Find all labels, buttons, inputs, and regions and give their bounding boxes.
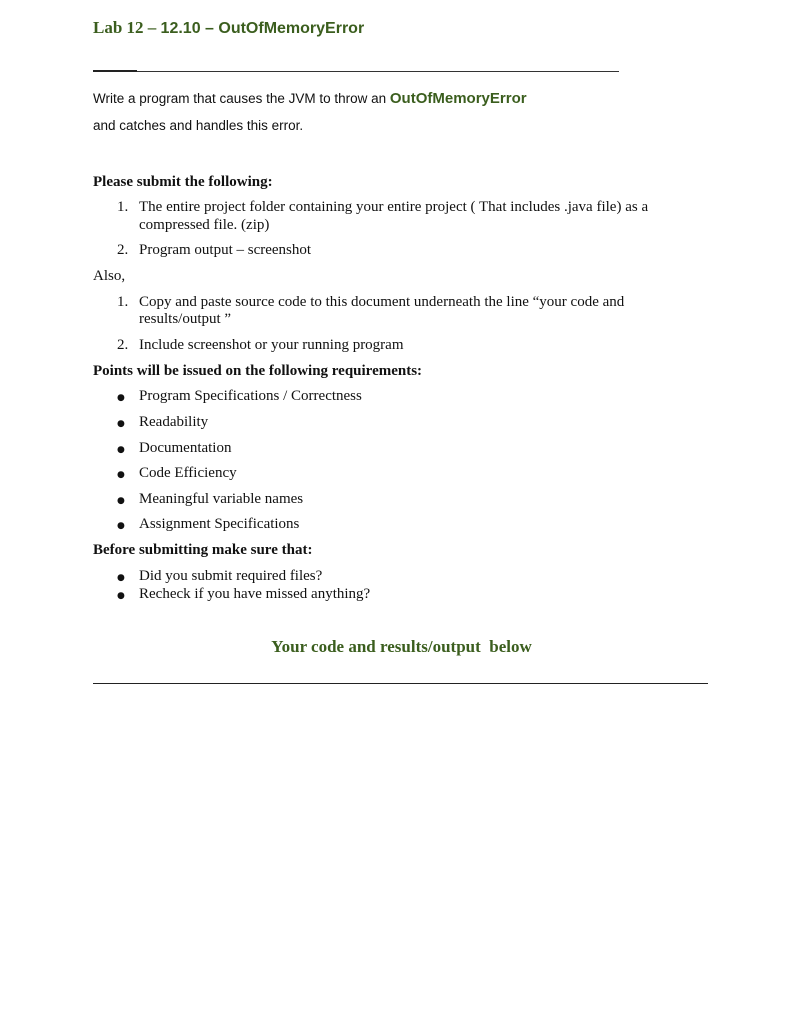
bullet-icon: ● xyxy=(117,591,125,601)
points-item: Documentation xyxy=(139,440,232,456)
points-item: Program Specifications / Correctness xyxy=(139,388,362,404)
points-item: Meaningful variable names xyxy=(139,491,304,507)
submit-item-1-line-2: compressed file. (zip) xyxy=(139,217,270,233)
bullet-icon: ● xyxy=(117,521,125,531)
submit-heading: Please submit the following: xyxy=(93,174,273,190)
intro-line-2: and catches and handles this error. xyxy=(93,118,304,133)
points-item: Readability xyxy=(139,414,209,430)
submit-item-2-number: 2. xyxy=(117,242,129,258)
bullet-icon: ● xyxy=(117,393,125,403)
before-item: Recheck if you have missed anything? xyxy=(139,586,371,602)
submit-item-1-line-1: The entire project folder containing your entire project ( That includes .java file) as a xyxy=(139,199,649,215)
error-name: OutOfMemoryError xyxy=(389,90,527,107)
page-title xyxy=(93,18,364,38)
title-underline-accent xyxy=(93,70,137,72)
also-item-2-number: 2. xyxy=(117,337,129,353)
also-item-1-line-1: Copy and paste source code to this document underneath the line “your code and xyxy=(139,294,625,310)
title-dash: – xyxy=(143,18,161,37)
bullet-icon: ● xyxy=(117,573,125,583)
intro-prefix: Write a program that causes the JVM to throw an xyxy=(93,91,390,106)
code-output-divider xyxy=(93,683,708,684)
bullet-icon: ● xyxy=(117,419,125,429)
lab-topic: 12.10 – OutOfMemoryError xyxy=(160,20,365,37)
also-item-1-number: 1. xyxy=(117,294,129,310)
lab-number: Lab 12 xyxy=(93,18,144,37)
submit-item-1-number: 1. xyxy=(117,199,129,215)
before-item: Did you submit required files? xyxy=(139,568,323,584)
code-output-heading-text: Your code and results/output below xyxy=(271,637,532,656)
bullet-icon: ● xyxy=(117,445,125,455)
title-underline xyxy=(137,71,619,72)
points-heading: Points will be issued on the following requirements: xyxy=(93,363,423,379)
before-heading: Before submitting make sure that: xyxy=(93,542,313,558)
bullet-icon: ● xyxy=(117,470,125,480)
submit-item-2-line-1: Program output – screenshot xyxy=(139,242,312,258)
code-output-heading xyxy=(0,637,791,657)
points-item: Assignment Specifications xyxy=(139,516,300,532)
points-item: Code Efficiency xyxy=(139,465,237,481)
also-item-1-line-2: results/output ” xyxy=(139,311,232,327)
bullet-icon: ● xyxy=(117,496,125,506)
also-item-2-line-1: Include screenshot or your running program xyxy=(139,337,404,353)
also-label: Also, xyxy=(93,268,126,284)
intro-line-1 xyxy=(93,90,527,107)
